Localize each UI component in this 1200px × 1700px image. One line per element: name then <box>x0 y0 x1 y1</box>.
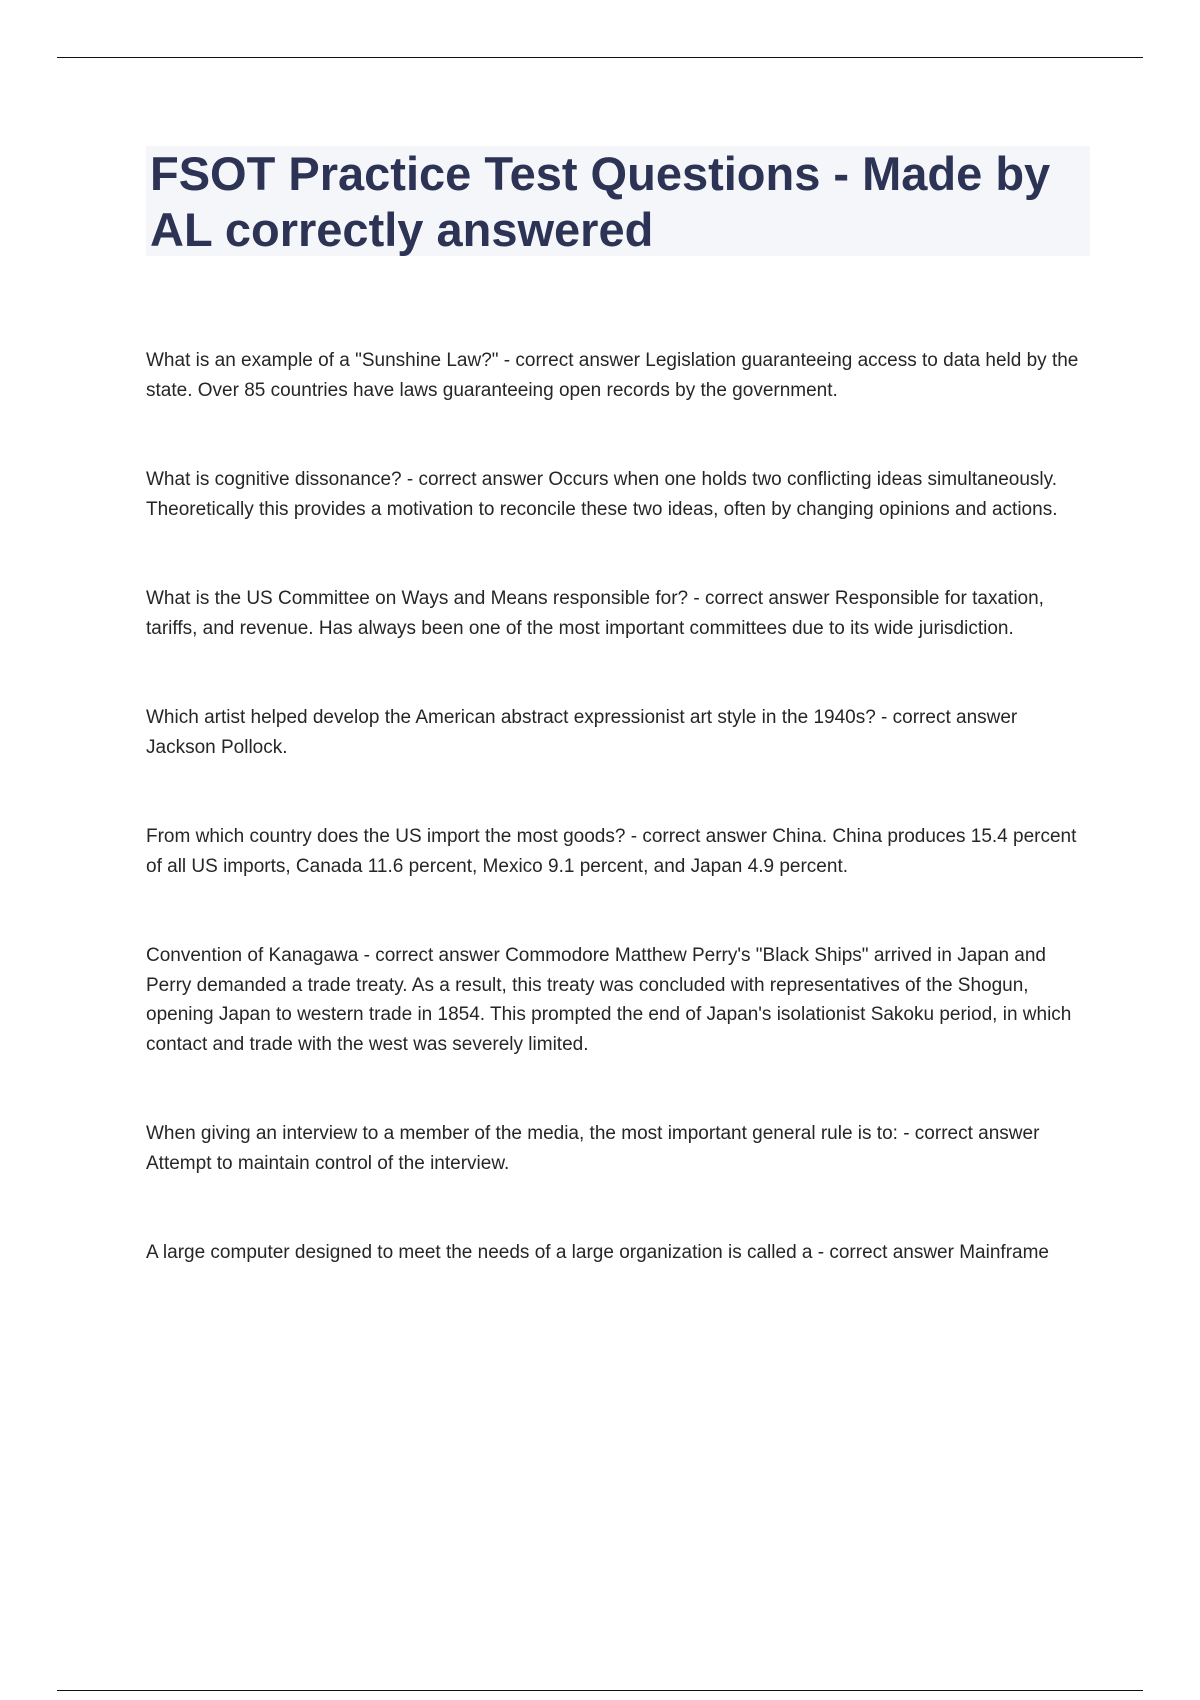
qa-item: From which country does the US import the most goods? - correct answer China. China produces 15.4 percent of all US imports, Canada 11.6 percent, Mexico 9.1 percent, and Japan 4.9 percent. <box>146 826 1077 877</box>
qa-item: A large computer designed to meet the needs of a large organization is called a - correct answer Mainframe <box>146 1242 1049 1263</box>
document-title: FSOT Practice Test Questions - Made by AL correctly answered <box>150 147 1051 256</box>
qa-list <box>146 346 1090 1268</box>
qa-item: Which artist helped develop the American abstract expressionist art style in the 1940s? - correct answer Jackson Pollock. <box>146 707 1018 758</box>
bottom-divider <box>57 1690 1143 1691</box>
qa-item: Convention of Kanagawa - correct answer Commodore Matthew Perry's "Black Ships" arrived in Japan and Perry demanded a trade treaty. As a result, this treaty was concluded with representatives of the Shogun, opening Japan to western trade in 1854. This prompted the end of Japan's isolationist Sakoku period, in which contact and trade with the west was severely limited. <box>146 945 1072 1055</box>
qa-item: When giving an interview to a member of the media, the most important general rule is to: - correct answer Attempt to maintain control of the interview. <box>146 1123 1040 1174</box>
qa-item: What is an example of a "Sunshine Law?" - correct answer Legislation guaranteeing access to data held by the state. Over 85 countries have laws guaranteeing open records by the government. <box>146 350 1079 401</box>
title-block <box>146 146 1090 256</box>
qa-item: What is the US Committee on Ways and Means responsible for? - correct answer Responsible for taxation, tariffs, and revenue. Has always been one of the most important committees due to its wide jurisdiction. <box>146 588 1044 639</box>
qa-item: What is cognitive dissonance? - correct answer Occurs when one holds two conflicting ideas simultaneously. Theoretically this provides a motivation to reconcile these two ideas, often by changing opinions and actions. <box>146 469 1058 520</box>
top-divider <box>57 57 1143 58</box>
